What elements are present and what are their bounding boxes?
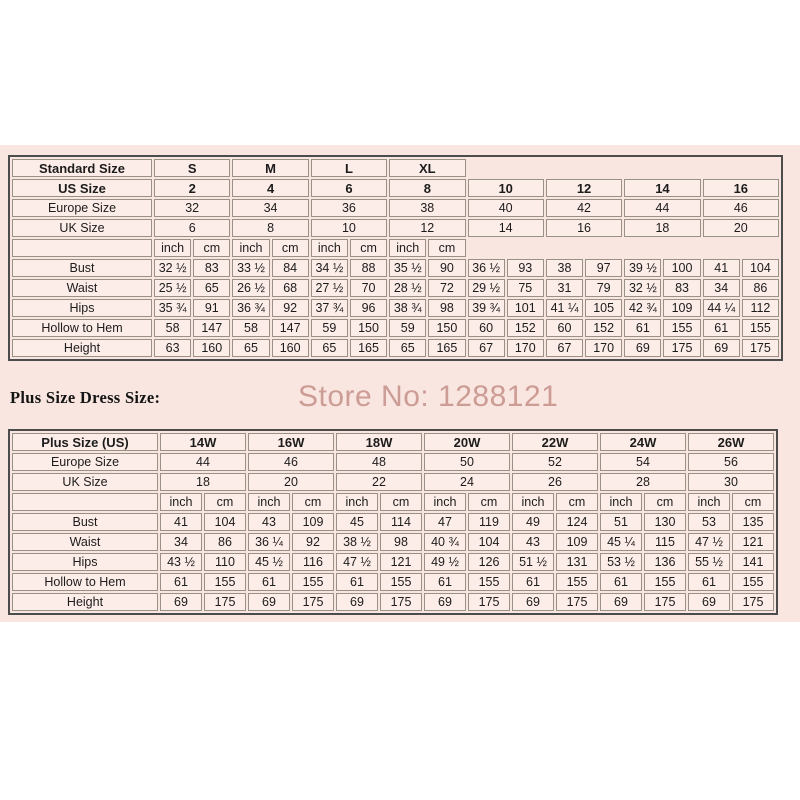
size-cell: 152 — [585, 319, 622, 337]
size-cell: 37 ¾ — [311, 299, 348, 317]
row-label: Europe Size — [12, 199, 152, 217]
row-label: Hollow to Hem — [12, 573, 158, 591]
size-cell: cm — [380, 493, 422, 511]
size-cell: 88 — [350, 259, 387, 277]
size-cell: 43 ½ — [160, 553, 202, 571]
size-cell: 16W — [248, 433, 334, 451]
size-cell: 92 — [272, 299, 309, 317]
size-cell: 44 — [624, 199, 700, 217]
size-cell: 65 — [232, 339, 269, 357]
size-cell: 110 — [204, 553, 246, 571]
size-cell: 36 ¼ — [248, 533, 290, 551]
size-cell: 170 — [507, 339, 544, 357]
size-cell: 42 — [546, 199, 622, 217]
size-cell: inch — [311, 239, 348, 257]
size-cell: 155 — [556, 573, 598, 591]
size-cell: 6 — [311, 179, 387, 197]
row-label: Plus Size (US) — [12, 433, 158, 451]
size-cell: 26 — [512, 473, 598, 491]
size-cell: inch — [600, 493, 642, 511]
size-cell: 49 — [512, 513, 554, 531]
size-cell: cm — [272, 239, 309, 257]
size-cell: 46 — [703, 199, 779, 217]
size-cell: 175 — [468, 593, 510, 611]
plus-size-table — [8, 429, 778, 615]
size-cell: 61 — [336, 573, 378, 591]
size-cell: 44 ¼ — [703, 299, 740, 317]
row-label: UK Size — [12, 473, 158, 491]
size-cell: 141 — [732, 553, 774, 571]
row-label — [12, 493, 158, 511]
size-cell: 43 — [248, 513, 290, 531]
size-cell: 20 — [248, 473, 334, 491]
size-cell: 47 — [424, 513, 466, 531]
size-cell: 69 — [600, 593, 642, 611]
size-cell: 165 — [428, 339, 465, 357]
size-cell: inch — [248, 493, 290, 511]
size-cell: 36 ¾ — [232, 299, 269, 317]
size-cell: 97 — [585, 259, 622, 277]
size-cell: 34 — [703, 279, 740, 297]
size-cell: 59 — [389, 319, 426, 337]
size-cell: 175 — [292, 593, 334, 611]
size-cell: cm — [350, 239, 387, 257]
size-cell: 35 ¾ — [154, 299, 191, 317]
row-label: Hips — [12, 299, 152, 317]
size-cell: 131 — [556, 553, 598, 571]
size-cell: 58 — [154, 319, 191, 337]
size-cell: 8 — [232, 219, 308, 237]
size-cell: 61 — [424, 573, 466, 591]
size-cell: 20 — [703, 219, 779, 237]
size-cell: 116 — [292, 553, 334, 571]
size-cell: M — [232, 159, 308, 177]
size-cell: 24 — [424, 473, 510, 491]
size-cell: 147 — [193, 319, 230, 337]
size-cell: 69 — [424, 593, 466, 611]
size-cell: 175 — [204, 593, 246, 611]
size-cell: 32 ½ — [624, 279, 661, 297]
size-cell: 10 — [468, 179, 544, 197]
size-cell: 61 — [160, 573, 202, 591]
size-cell: 31 — [546, 279, 583, 297]
size-cell: 150 — [428, 319, 465, 337]
size-cell: 175 — [742, 339, 779, 357]
size-cell: 104 — [742, 259, 779, 277]
size-cell: 47 ½ — [688, 533, 730, 551]
size-cell: 124 — [556, 513, 598, 531]
size-cell: 33 ½ — [232, 259, 269, 277]
size-cell: inch — [160, 493, 202, 511]
size-cell: 119 — [468, 513, 510, 531]
size-cell: 36 — [311, 199, 387, 217]
size-cell: 65 — [193, 279, 230, 297]
size-cell: 14 — [624, 179, 700, 197]
size-cell: 98 — [428, 299, 465, 317]
size-cell: 41 — [703, 259, 740, 277]
size-cell: 91 — [193, 299, 230, 317]
size-cell: 49 ½ — [424, 553, 466, 571]
size-cell: 69 — [160, 593, 202, 611]
size-cell: cm — [428, 239, 465, 257]
row-label: Standard Size — [12, 159, 152, 177]
size-cell: 147 — [272, 319, 309, 337]
size-cell: 160 — [272, 339, 309, 357]
size-cell: 38 — [546, 259, 583, 277]
size-cell: 165 — [350, 339, 387, 357]
size-cell: inch — [688, 493, 730, 511]
size-cell: 24W — [600, 433, 686, 451]
size-cell: 34 ½ — [311, 259, 348, 277]
size-cell: 93 — [507, 259, 544, 277]
size-cell: XL — [389, 159, 465, 177]
row-label: Height — [12, 593, 158, 611]
size-cell: 29 ½ — [468, 279, 505, 297]
size-cell: inch — [336, 493, 378, 511]
size-cell: 16 — [546, 219, 622, 237]
size-cell: 175 — [644, 593, 686, 611]
size-cell: 22W — [512, 433, 598, 451]
size-cell: 109 — [663, 299, 700, 317]
size-cell: 48 — [336, 453, 422, 471]
size-cell: 18 — [624, 219, 700, 237]
size-cell: 12 — [389, 219, 465, 237]
size-cell: 109 — [292, 513, 334, 531]
size-cell: 12 — [546, 179, 622, 197]
size-cell: 84 — [272, 259, 309, 277]
size-cell: 136 — [644, 553, 686, 571]
size-cell: 55 ½ — [688, 553, 730, 571]
size-cell: 155 — [663, 319, 700, 337]
size-cell: 155 — [292, 573, 334, 591]
size-cell: 25 ½ — [154, 279, 191, 297]
size-cell: 152 — [507, 319, 544, 337]
size-cell: 53 — [688, 513, 730, 531]
size-cell: 27 ½ — [311, 279, 348, 297]
size-cell: 39 ¾ — [468, 299, 505, 317]
row-label: Europe Size — [12, 453, 158, 471]
size-cell: 65 — [311, 339, 348, 357]
size-cell: 42 ¾ — [624, 299, 661, 317]
size-cell: 40 — [468, 199, 544, 217]
size-cell: inch — [512, 493, 554, 511]
size-cell: 155 — [732, 573, 774, 591]
size-cell: 43 — [512, 533, 554, 551]
size-cell: 86 — [204, 533, 246, 551]
size-cell: 150 — [350, 319, 387, 337]
size-cell: 69 — [248, 593, 290, 611]
size-cell: 45 — [336, 513, 378, 531]
size-cell: 114 — [380, 513, 422, 531]
store-number-watermark: Store No: 1288121 — [298, 380, 559, 413]
size-cell: 79 — [585, 279, 622, 297]
size-cell: 72 — [428, 279, 465, 297]
size-cell: 65 — [389, 339, 426, 357]
size-cell: 101 — [507, 299, 544, 317]
size-cell: 61 — [600, 573, 642, 591]
size-cell: 175 — [556, 593, 598, 611]
size-cell: 63 — [154, 339, 191, 357]
size-cell: 60 — [546, 319, 583, 337]
size-cell: 47 ½ — [336, 553, 378, 571]
size-cell: 155 — [468, 573, 510, 591]
size-cell: 83 — [193, 259, 230, 277]
size-cell: 51 ½ — [512, 553, 554, 571]
size-cell: 45 ½ — [248, 553, 290, 571]
size-cell: 61 — [703, 319, 740, 337]
size-cell: 50 — [424, 453, 510, 471]
size-cell: 20W — [424, 433, 510, 451]
size-cell: 170 — [585, 339, 622, 357]
size-cell: 52 — [512, 453, 598, 471]
size-cell: 68 — [272, 279, 309, 297]
size-cell: 83 — [663, 279, 700, 297]
row-label: US Size — [12, 179, 152, 197]
size-cell: 59 — [311, 319, 348, 337]
size-cell: 69 — [512, 593, 554, 611]
size-cell: 38 ½ — [336, 533, 378, 551]
size-cell: cm — [732, 493, 774, 511]
size-cell: 61 — [688, 573, 730, 591]
size-cell: cm — [193, 239, 230, 257]
size-cell: 18 — [160, 473, 246, 491]
size-cell: 115 — [644, 533, 686, 551]
size-cell: 26W — [688, 433, 774, 451]
size-cell: 28 ½ — [389, 279, 426, 297]
size-cell: 51 — [600, 513, 642, 531]
size-cell: 175 — [663, 339, 700, 357]
size-cell: 34 — [232, 199, 308, 217]
size-cell: L — [311, 159, 387, 177]
size-cell: 155 — [742, 319, 779, 337]
size-cell: 109 — [556, 533, 598, 551]
size-cell: 58 — [232, 319, 269, 337]
size-cell: 69 — [703, 339, 740, 357]
row-label — [12, 239, 152, 257]
size-cell: 38 ¾ — [389, 299, 426, 317]
size-cell: 155 — [380, 573, 422, 591]
size-cell: 8 — [389, 179, 465, 197]
size-cell: 175 — [732, 593, 774, 611]
row-label: Bust — [12, 259, 152, 277]
size-cell: 2 — [154, 179, 230, 197]
size-cell: 69 — [336, 593, 378, 611]
row-label: Hollow to Hem — [12, 319, 152, 337]
size-cell: 38 — [389, 199, 465, 217]
size-cell: 61 — [248, 573, 290, 591]
size-cell: 70 — [350, 279, 387, 297]
row-label: Waist — [12, 533, 158, 551]
size-cell: inch — [424, 493, 466, 511]
plus-size-section-title: Plus Size Dress Size: — [10, 388, 161, 407]
row-label: Hips — [12, 553, 158, 571]
size-cell: 16 — [703, 179, 779, 197]
size-cell: 75 — [507, 279, 544, 297]
size-cell: 121 — [380, 553, 422, 571]
standard-size-table — [8, 155, 783, 361]
size-cell: 41 — [160, 513, 202, 531]
size-cell: 61 — [512, 573, 554, 591]
size-cell: cm — [468, 493, 510, 511]
size-cell: 61 — [624, 319, 661, 337]
size-cell: 105 — [585, 299, 622, 317]
size-cell: 100 — [663, 259, 700, 277]
size-cell: 53 ½ — [600, 553, 642, 571]
size-cell: cm — [292, 493, 334, 511]
size-cell: 126 — [468, 553, 510, 571]
size-cell: 130 — [644, 513, 686, 531]
size-cell: inch — [232, 239, 269, 257]
size-cell: 14W — [160, 433, 246, 451]
size-cell: 86 — [742, 279, 779, 297]
size-cell: 36 ½ — [468, 259, 505, 277]
size-cell: 30 — [688, 473, 774, 491]
size-cell: 155 — [644, 573, 686, 591]
size-cell: inch — [389, 239, 426, 257]
size-cell: 69 — [688, 593, 730, 611]
size-cell: 67 — [546, 339, 583, 357]
size-cell: 69 — [624, 339, 661, 357]
row-label: Bust — [12, 513, 158, 531]
size-cell: 14 — [468, 219, 544, 237]
size-cell: 40 ¾ — [424, 533, 466, 551]
row-label: Height — [12, 339, 152, 357]
size-cell: 104 — [204, 513, 246, 531]
size-cell: 90 — [428, 259, 465, 277]
size-cell: 28 — [600, 473, 686, 491]
size-cell: S — [154, 159, 230, 177]
size-cell: 92 — [292, 533, 334, 551]
size-cell: 67 — [468, 339, 505, 357]
size-cell: 175 — [380, 593, 422, 611]
row-label: Waist — [12, 279, 152, 297]
size-cell: 41 ¼ — [546, 299, 583, 317]
size-cell: 46 — [248, 453, 334, 471]
size-cell: 26 ½ — [232, 279, 269, 297]
size-cell: 32 — [154, 199, 230, 217]
size-cell: 34 — [160, 533, 202, 551]
size-cell: 56 — [688, 453, 774, 471]
size-cell: 39 ½ — [624, 259, 661, 277]
size-cell: 35 ½ — [389, 259, 426, 277]
size-cell: cm — [644, 493, 686, 511]
size-cell: 44 — [160, 453, 246, 471]
size-cell: 104 — [468, 533, 510, 551]
size-cell: 6 — [154, 219, 230, 237]
size-cell: 54 — [600, 453, 686, 471]
size-cell: 135 — [732, 513, 774, 531]
size-cell: cm — [204, 493, 246, 511]
size-cell: 18W — [336, 433, 422, 451]
size-cell: 45 ¼ — [600, 533, 642, 551]
size-cell: 155 — [204, 573, 246, 591]
size-cell: 98 — [380, 533, 422, 551]
size-cell: 96 — [350, 299, 387, 317]
size-cell: inch — [154, 239, 191, 257]
size-cell: cm — [556, 493, 598, 511]
size-cell: 4 — [232, 179, 308, 197]
size-cell: 10 — [311, 219, 387, 237]
size-cell: 60 — [468, 319, 505, 337]
row-label: UK Size — [12, 219, 152, 237]
size-cell: 121 — [732, 533, 774, 551]
size-cell: 112 — [742, 299, 779, 317]
size-cell: 22 — [336, 473, 422, 491]
size-cell: 32 ½ — [154, 259, 191, 277]
size-cell: 160 — [193, 339, 230, 357]
